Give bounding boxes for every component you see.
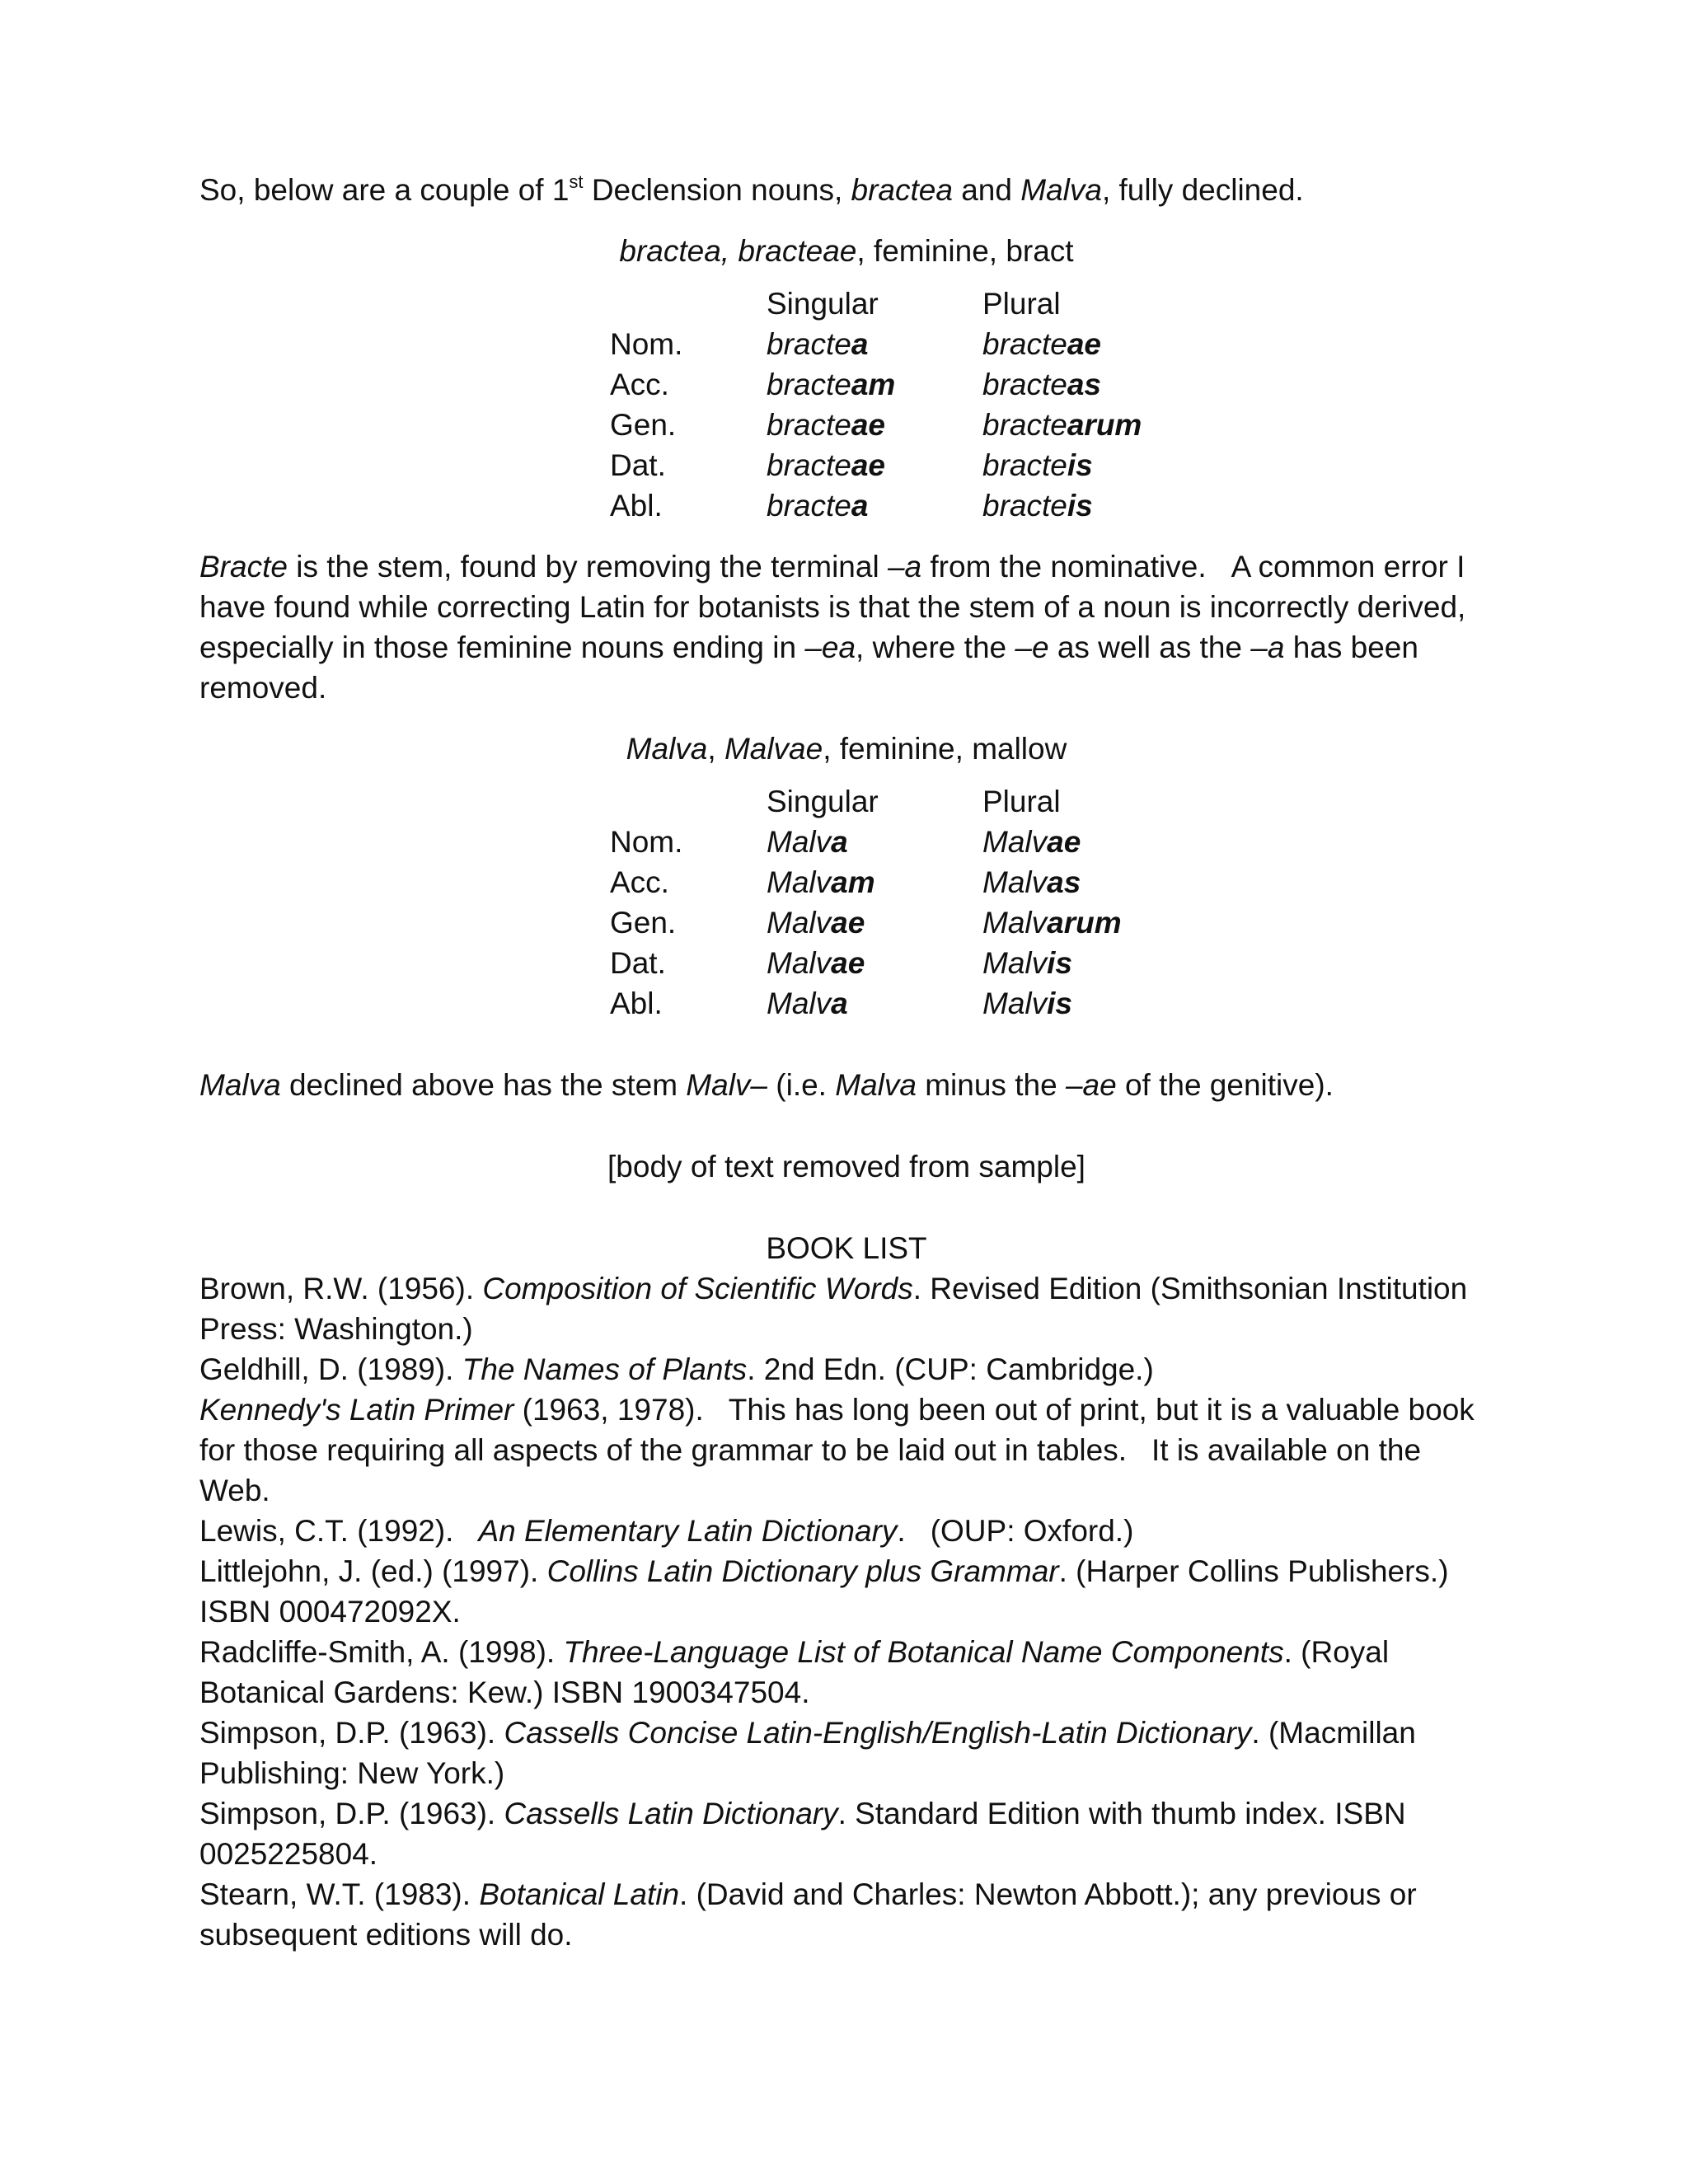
table-header-row [610, 284, 1167, 324]
singular-form: Malva [767, 825, 848, 859]
plural-header: Plural [982, 287, 1061, 321]
table-row [610, 445, 1167, 485]
singular-header: Singular [767, 785, 879, 818]
plural-form: Malvis [982, 987, 1072, 1020]
list-item: Kennedy's Latin Primer (1963, 1978). This has long been out of print, but it is a valuable book for those requiring all aspects of the grammar to be laid out in tables. It is available on the Web. [199, 1393, 1475, 1507]
malva-stem-paragraph: Malva declined above has the stem Malv– (i.e. Malva minus the –ae of the genitive). [199, 1068, 1334, 1102]
case-label: Acc. [610, 865, 669, 899]
table-row [610, 485, 1167, 526]
case-label: Abl. [610, 987, 663, 1020]
table-row [610, 983, 1167, 1024]
case-label: Acc. [610, 368, 669, 401]
singular-form: Malva [767, 987, 848, 1020]
table-row [610, 822, 1167, 862]
case-label: Nom. [610, 825, 683, 859]
plural-form: bracteae [982, 327, 1101, 361]
intro-paragraph: So, below are a couple of 1st Declension nouns, bractea and Malva, fully declined. [199, 171, 1304, 207]
plural-form: Malvis [982, 946, 1072, 980]
removed-text-note: [body of text removed from sample] [607, 1150, 1085, 1183]
table-header-row [610, 781, 1167, 822]
plural-form: Malvarum [982, 906, 1122, 940]
document-page [199, 170, 1493, 1955]
singular-form: bracteae [767, 448, 885, 482]
singular-form: Malvae [767, 946, 865, 980]
table-row [610, 943, 1167, 983]
plural-form: bracteis [982, 489, 1093, 523]
plural-form: bracteis [982, 448, 1093, 482]
case-label: Dat. [610, 448, 666, 482]
stem-explanation-paragraph: Bracte is the stem, found by removing the terminal –a from the nominative. A common error I have found while correcting Latin for botanists is that the stem of a noun is incorrectly derived, especially in those feminine nouns ending in –ea, where the –e as well as the –a has been removed. [199, 550, 1466, 705]
list-item: Simpson, D.P. (1963). Cassells Latin Dictionary. Standard Edition with thumb index. ISBN 0025225804. [199, 1797, 1406, 1871]
list-item: Brown, R.W. (1956). Composition of Scientific Words. Revised Edition (Smithsonian Institution Press: Washington.) [199, 1272, 1468, 1346]
malva-heading: Malva, Malvae, feminine, mallow [626, 732, 1067, 766]
plural-form: bractearum [982, 408, 1142, 442]
case-label: Gen. [610, 906, 677, 940]
list-item: Geldhill, D. (1989). The Names of Plants. 2nd Edn. (CUP: Cambridge.) [199, 1352, 1154, 1386]
case-label: Abl. [610, 489, 663, 523]
bractea-declension-table [610, 284, 1167, 526]
plural-form: Malvas [982, 865, 1081, 899]
list-item: Simpson, D.P. (1963). Cassells Concise Latin-English/English-Latin Dictionary. (Macmillan Publishing: New York.) [199, 1716, 1416, 1790]
singular-form: Malvae [767, 906, 865, 940]
singular-form: Malvam [767, 865, 875, 899]
case-label: Gen. [610, 408, 677, 442]
list-item: Lewis, C.T. (1992). An Elementary Latin Dictionary. (OUP: Oxford.) [199, 1514, 1134, 1548]
table-row [610, 862, 1167, 902]
bractea-heading: bractea, bracteae, feminine, bract [619, 234, 1074, 268]
plural-form: Malvae [982, 825, 1081, 859]
table-row [610, 405, 1167, 445]
singular-header: Singular [767, 287, 879, 321]
singular-form: bracteae [767, 408, 885, 442]
case-label: Dat. [610, 946, 666, 980]
singular-form: bracteam [767, 368, 896, 401]
malva-declension-table [610, 781, 1167, 1024]
booklist-heading: BOOK LIST [766, 1231, 927, 1265]
table-row [610, 324, 1167, 364]
superscript-st: st [569, 171, 584, 192]
plural-header: Plural [982, 785, 1061, 818]
case-label: Nom. [610, 327, 683, 361]
list-item: Stearn, W.T. (1983). Botanical Latin. (David and Charles: Newton Abbott.); any previous or subsequent editions will do. [199, 1877, 1417, 1952]
list-item: Littlejohn, J. (ed.) (1997). Collins Latin Dictionary plus Grammar. (Harper Collins Publishers.) ISBN 000472092X. [199, 1554, 1449, 1629]
singular-form: bractea [767, 327, 869, 361]
singular-form: bractea [767, 489, 869, 523]
table-row [610, 364, 1167, 405]
list-item: Radcliffe-Smith, A. (1998). Three-Language List of Botanical Name Components. (Royal Botanical Gardens: Kew.) ISBN 1900347504. [199, 1635, 1390, 1709]
booklist [199, 1268, 1493, 1955]
plural-form: bracteas [982, 368, 1101, 401]
table-row [610, 902, 1167, 943]
